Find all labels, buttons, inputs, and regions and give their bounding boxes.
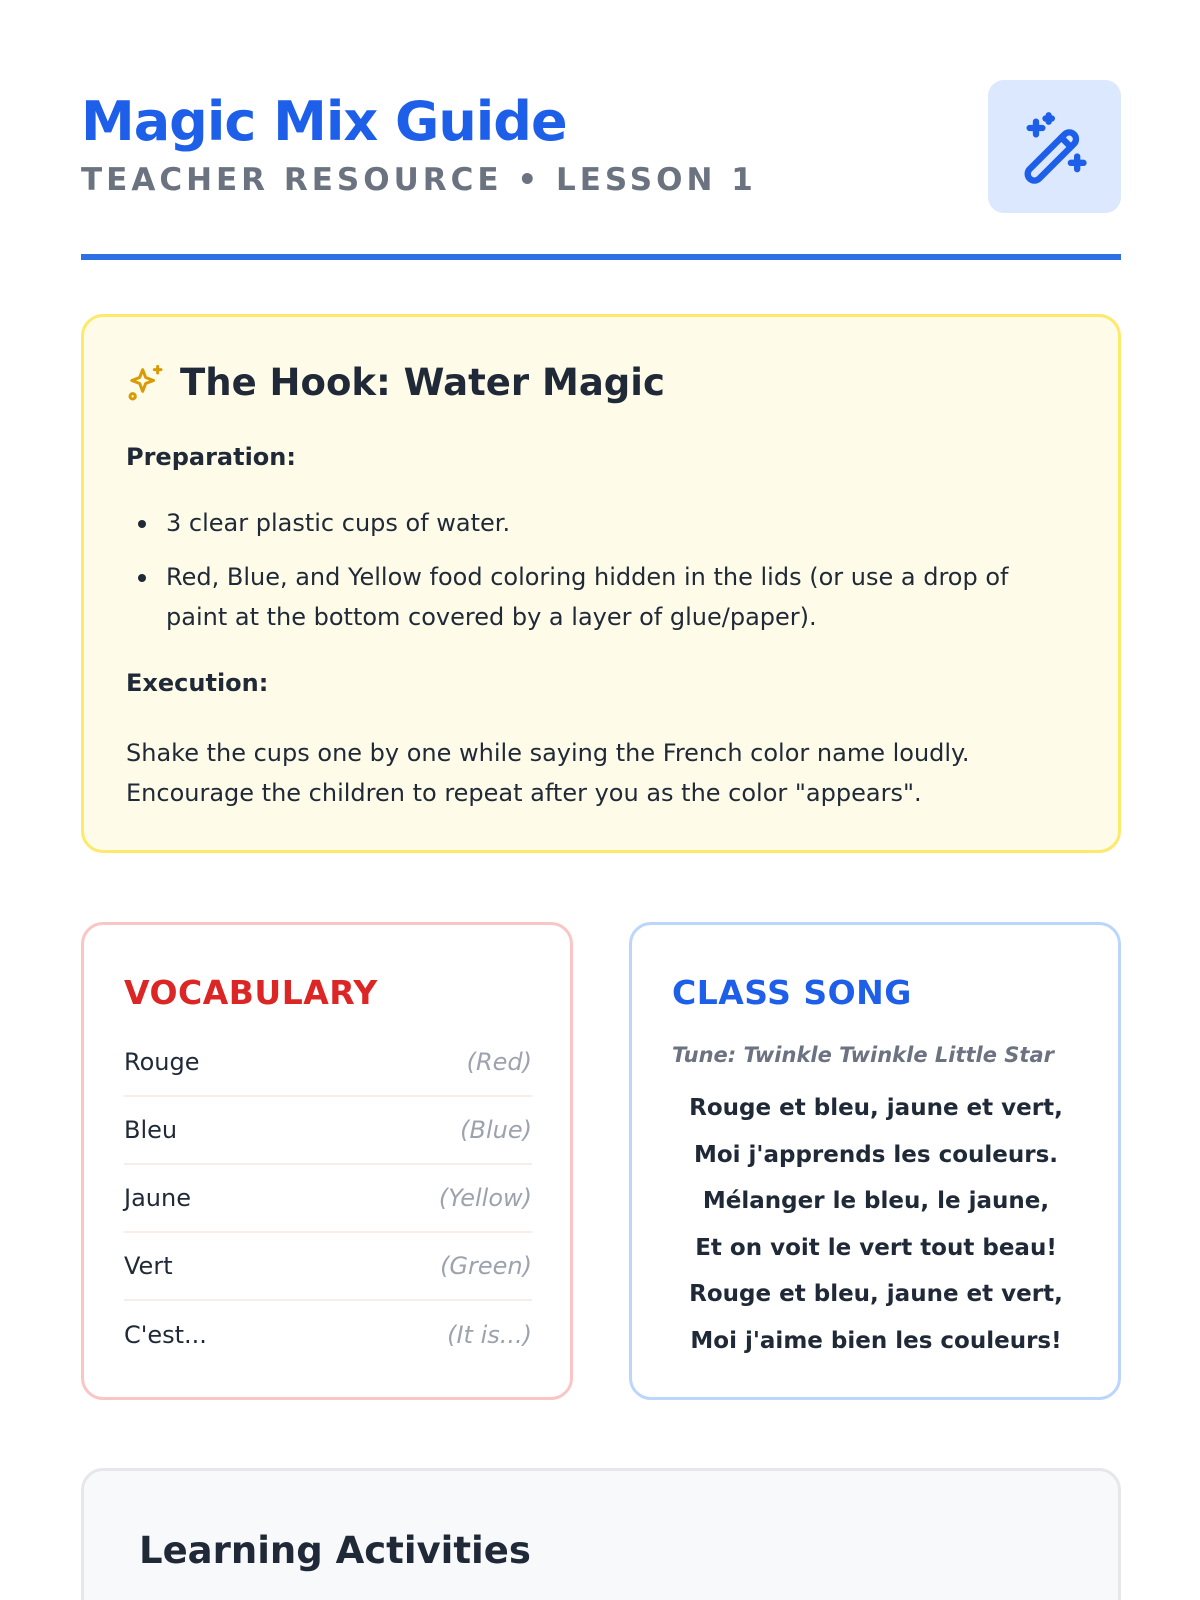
- header-divider: [81, 254, 1121, 260]
- execution-text: Shake the cups one by one while saying the French color name loudly. Encourage the children to repeat after you as the color "appears".: [126, 739, 970, 807]
- lyric-line: Rouge et bleu, jaune et vert,: [689, 1281, 1063, 1307]
- hook-title: The Hook: Water Magic: [180, 361, 665, 404]
- page-header: [81, 80, 1121, 260]
- magic-wand-icon: [1017, 109, 1093, 185]
- page-subtitle: TEACHER RESOURCE • LESSON 1: [81, 162, 757, 198]
- vocabulary-list: [124, 1029, 532, 1369]
- vocabulary-translation: (Blue): [460, 1116, 532, 1144]
- class-song-heading: CLASS SONG: [672, 973, 912, 1012]
- vocabulary-translation: (Green): [440, 1252, 532, 1280]
- vocabulary-word: Jaune: [124, 1184, 191, 1212]
- vocabulary-translation: (It is...): [447, 1321, 532, 1349]
- vocabulary-row: [124, 1301, 532, 1369]
- vocabulary-row: [124, 1097, 532, 1165]
- vocabulary-translation: (Red): [466, 1048, 532, 1076]
- vocabulary-translation: (Yellow): [438, 1184, 532, 1212]
- lyric-line: Moi j'aime bien les couleurs!: [690, 1327, 1062, 1354]
- vocabulary-word: C'est...: [124, 1321, 207, 1349]
- vocabulary-word: Rouge: [124, 1048, 200, 1076]
- learning-activities-title: Learning Activities: [139, 1529, 531, 1572]
- sparkles-icon: [126, 363, 166, 403]
- vocabulary-card: [81, 922, 573, 1400]
- vocabulary-heading: VOCABULARY: [124, 973, 378, 1012]
- learning-activities-card: [81, 1468, 1121, 1600]
- vocabulary-row: [124, 1233, 532, 1301]
- vocabulary-word: Vert: [124, 1252, 173, 1280]
- hook-title-row: [126, 361, 665, 404]
- preparation-label: Preparation:: [126, 443, 296, 471]
- lyric-line: Rouge et bleu, jaune et vert,: [689, 1095, 1063, 1121]
- lyric-line: Mélanger le bleu, le jaune,: [702, 1188, 1050, 1214]
- page-title: Magic Mix Guide: [81, 90, 567, 153]
- lyric-line: Moi j'apprends les couleurs.: [693, 1141, 1059, 1168]
- list-item: Red, Blue, and Yellow food coloring hidden in the lids (or use a drop of paint at the bottom covered by a layer of glue/paper).: [126, 557, 1076, 637]
- vocabulary-row: [124, 1165, 532, 1233]
- list-item: 3 clear plastic cups of water.: [126, 503, 1076, 543]
- lyric-line: Et on voit le vert tout beau!: [695, 1234, 1057, 1261]
- song-tune: Tune: Twinkle Twinkle Little Star: [672, 1043, 1054, 1067]
- vocabulary-word: Bleu: [124, 1116, 178, 1144]
- class-song-card: [629, 922, 1121, 1400]
- lesson-page: [81, 0, 1121, 1600]
- hook-card: [81, 314, 1121, 853]
- vocabulary-row: [124, 1029, 532, 1097]
- magic-wand-badge: [988, 80, 1121, 213]
- execution-label: Execution:: [126, 669, 269, 697]
- song-lyrics: [652, 1085, 1100, 1364]
- preparation-list: [126, 503, 1076, 651]
